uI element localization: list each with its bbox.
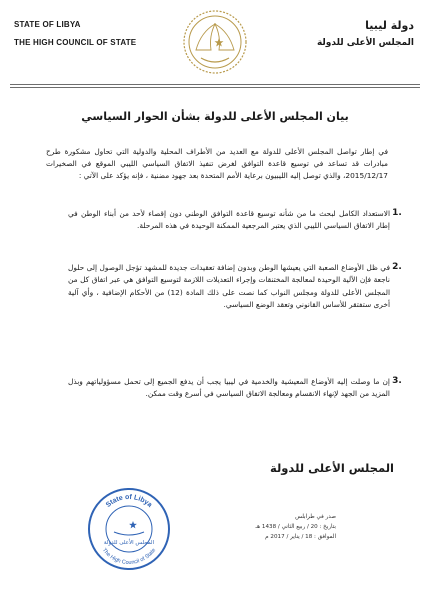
statement-title: بيان المجلس الأعلى للدولة بشأن الحوار السياسي [81, 110, 349, 123]
item-number-1: 1. [392, 208, 402, 218]
signature-block: المجلس الأعلى للدولة [269, 461, 394, 475]
item-number-2: 2. [392, 262, 402, 272]
issue-date-gregorian: الموافق : 18 / يناير / 2017 م [265, 534, 336, 540]
seal-bottom-text: The High Council of State [100, 547, 158, 567]
issue-reference [238, 512, 336, 542]
english-header [14, 18, 164, 50]
council-seal-icon [86, 486, 172, 572]
issue-place: صدر في طرابلس [295, 514, 336, 520]
seal-inner-text: المجلس الأعلى للدولة [103, 540, 155, 546]
arabic-header [264, 18, 414, 50]
state-name-en: STATE OF LIBYA [14, 20, 81, 29]
intro-paragraph: في إطار تواصل المجلس الأعلى للدولة مع العديد من الأطراف المحلية والدولية التي تحاول مشكورة طرح مبادرات قد تساعد في توسيع قاعدة التوافق لغرض تنفيذ الاتفاق السياسي الليبي الموقع في الصخيرات 2015/12/17، والذي توصل إليه الليبيون برعاية الأمم المتحدة بعد جهود مضنية ، فإنه يؤكد على الآتي : [46, 147, 388, 180]
statement-item-1: الاستعداد الكامل لبحث ما من شأنه توسيع قاعدة التوافق الوطني دون إقصاء لأحد من أبناء الوطن في إطار الاتفاق السياسي الليبي الذي يعتبر المرجعية الممكنة الوحيدة في هذه المرحلة. [68, 209, 390, 231]
state-name-ar: دولة ليبيا [365, 19, 414, 32]
council-emblem-icon [181, 8, 249, 76]
issue-date-hijri: بتاريخ : 20 / ربيع الثاني / 1438 هـ [255, 524, 336, 530]
seal-top-text: State of Libya [104, 493, 154, 509]
header-divider-bottom [10, 87, 420, 88]
svg-text:State of Libya [105, 494, 153, 509]
statement-item-2: في ظل الأوضاع الصعبة التي يعيشها الوطن وبدون إضافة تعقيدات جديدة للمشهد تؤجل الوصول إلى حلول ناجعة فإن الآلية الوحيدة لمعالجة المختنقات وإجراء التعديلات اللازمة لتوسيع التوافق هي عبر اتفاق كل من المجلس الأعلى للدولة ومجلس النواب كما نصت على ذلك المادة (12) من الأحكام الإضافية ، وأي آلية أخرى ستفتقر للأساس القانوني وتعقد الوضع السياسي. [68, 263, 391, 310]
statement-item-3: إن ما وصلت إليه الأوضاع المعيشية والخدمية في ليبيا يجب أن يدفع الجميع إلى تحمل مسؤولياتهم وبذل المزيد من الجهد لإنهاء الانقسام ومعالجة الاتفاق السياسي في أسرع وقت ممكن. [68, 377, 390, 399]
item-number-3: 3. [392, 376, 402, 386]
header-divider-top [10, 84, 420, 85]
council-name-en: THE HIGH COUNCIL OF STATE [14, 38, 137, 47]
council-name-ar: المجلس الأعلى للدولة [316, 38, 414, 48]
